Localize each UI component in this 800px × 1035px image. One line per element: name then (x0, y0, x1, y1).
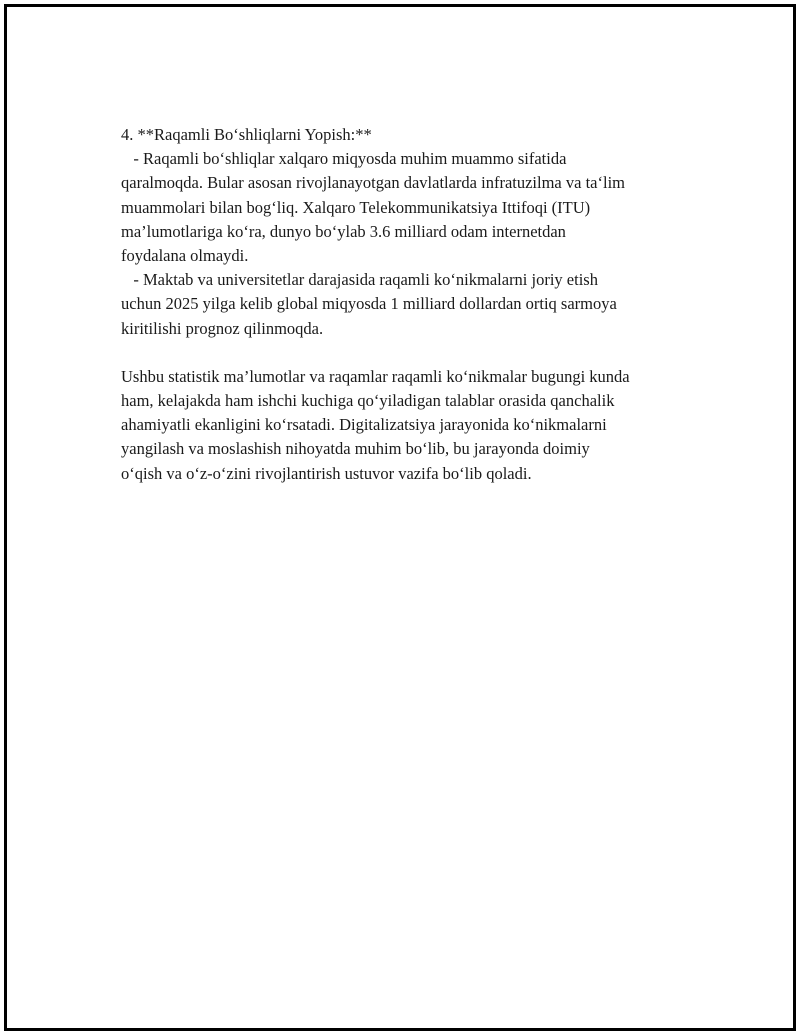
conclusion-line: Ushbu statistik ma’lumotlar va raqamlar raqamli ko‘nikmalar bugungi kunda (121, 366, 630, 386)
bullet-2-line: - Maktab va universitetlar darajasida raqamli ko‘nikmalarni joriy etish (121, 270, 598, 290)
bullet-1-line: ma’lumotlariga ko‘ra, dunyo bo‘ylab 3.6 milliard odam internetdan (121, 221, 566, 241)
section-heading: 4. **Raqamli Bo‘shliqlarni Yopish:** (121, 125, 372, 144)
bullet-1-line: qaralmoqda. Bular asosan rivojlanayotgan davlatlarda infratuzilma va ta‘lim (121, 173, 625, 193)
conclusion-line: o‘qish va o‘z-o‘zini rivojlantirish ustuvor vazifa bo‘lib qoladi. (121, 463, 532, 483)
paragraph-gap (121, 341, 701, 365)
document-body (121, 123, 701, 486)
conclusion-line: yangilash va moslashish nihoyatda muhim bo‘lib, bu jarayonda doimiy (121, 439, 590, 459)
bullet-1-line: muammolari bilan bog‘liq. Xalqaro Telekommunikatsiya Ittifoqi (ITU) (121, 197, 591, 217)
conclusion-paragraph (121, 365, 701, 486)
bullet-2-line: uchun 2025 yilga kelib global miqyosda 1 milliard dollardan ortiq sarmoya (121, 294, 617, 314)
bullet-1-line: - Raqamli bo‘shliqlar xalqaro miqyosda muhim muammo sifatida (121, 149, 567, 169)
conclusion-line: ahamiyatli ekanligini ko‘rsatadi. Digitalizatsiya jarayonida ko‘nikmalarni (121, 415, 607, 435)
bullet-2-line: kiritilishi prognoz qilinmoqda. (121, 318, 324, 338)
page-frame (4, 4, 796, 1031)
bullet-1-line: foydalana olmaydi. (121, 246, 249, 266)
bullet-1 (121, 147, 701, 268)
bullet-2 (121, 268, 701, 341)
conclusion-line: ham, kelajakda ham ishchi kuchiga qo‘yiladigan talablar orasida qanchalik (121, 391, 615, 411)
